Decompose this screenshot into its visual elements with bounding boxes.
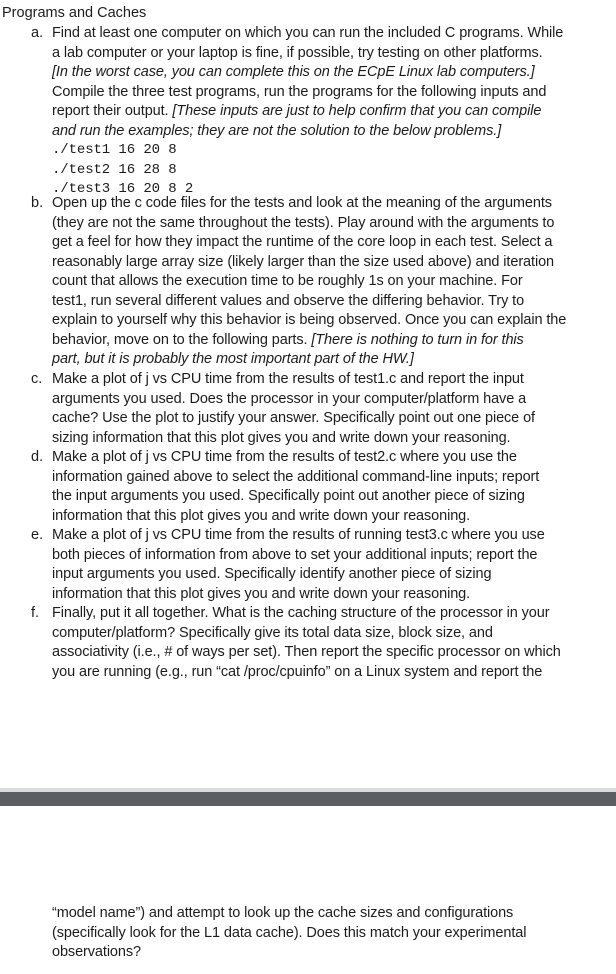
italic-note: [In the worst case, you can complete this on the ECpE Linux lab computers.] (52, 64, 535, 80)
italic-note: part, but it is probably the most important part of the HW.] (52, 351, 414, 367)
list-item-f-text (52, 604, 592, 682)
text-line: get a feel for how they impact the runtime of the core loop in each test. Select a (52, 234, 553, 250)
text-line: associativity (i.e., # of ways per set). Then report the specific processor on which (52, 644, 561, 660)
list-item-d-text (52, 448, 592, 526)
italic-note: [These inputs are just to help confirm that you can compile (172, 103, 542, 119)
text-line: Open up the c code files for the tests and look at the meaning of the arguments (52, 195, 552, 211)
text-line: Finally, put it all together. What is the caching structure of the processor in your (52, 605, 550, 621)
list-marker-a: a. (31, 25, 44, 41)
text-line: you are running (e.g., run “cat /proc/cpuinfo” on a Linux system and report the (52, 663, 543, 680)
text-line: Make a plot of j vs CPU time from the results of test1.c and report the input (52, 371, 524, 387)
italic-note: and run the examples; they are not the solution to the below problems.] (52, 122, 502, 139)
text-run: behavior, move on to the following parts. (52, 331, 312, 348)
text-line: cache? Use the plot to justify your answer. Specifically point out one piece of (52, 410, 535, 426)
list-item-e-text (52, 526, 592, 604)
text-line: both pieces of information from above to set your additional inputs; report the (52, 546, 538, 563)
text-line: the input arguments you used. Specifically point out another piece of sizing (52, 488, 525, 504)
text-line: “model name”) and attempt to look up the cache sizes and configurations (52, 905, 514, 921)
list-item-a-text (52, 24, 592, 200)
text-line: input arguments you used. Specifically identify another piece of sizing (52, 566, 492, 582)
text-run: report their output. (52, 103, 173, 119)
list-marker-c: c. (31, 371, 43, 387)
list-marker-d: d. (31, 449, 44, 465)
text-line: information that this plot gives you and write down your reasoning. (52, 585, 471, 602)
list-item-b-text (52, 194, 592, 370)
command-line-2: ./test2 16 28 8 (52, 161, 177, 178)
text-line: computer/platform? Specifically give its total data size, block size, and (52, 624, 493, 641)
command-line-1: ./test1 16 20 8 (52, 142, 177, 158)
text-line: Make a plot of j vs CPU time from the results of running test3.c where you use (52, 527, 545, 543)
text-line: arguments you used. Does the processor in your computer/platform have a (52, 390, 527, 407)
text-line: information that this plot gives you and write down your reasoning. (52, 507, 471, 524)
text-line: Compile the three test programs, run the programs for the following inputs and (52, 83, 547, 100)
text-line: explain to yourself why this behavior is being observed. Once you can explain the (52, 312, 567, 328)
page-break-divider (0, 792, 616, 806)
italic-note: [There is nothing to turn in for this (311, 331, 524, 348)
text-line: count that allows the execution time to be roughly 1s on your machine. For (52, 273, 523, 289)
continuation-text (52, 904, 592, 963)
list-marker-f: f. (31, 605, 40, 621)
command-line-3: ./test3 16 20 8 2 (52, 181, 194, 197)
text-line (52, 331, 592, 351)
text-line (52, 102, 592, 122)
text-line: observations? (52, 944, 141, 960)
text-line: Find at least one computer on which you can run the included C programs. While (52, 25, 564, 41)
list-marker-b: b. (31, 195, 44, 211)
text-line: information gained above to select the additional command-line inputs; report (52, 468, 540, 485)
text-line: (they are not the same throughout the tests). Play around with the arguments to (52, 214, 555, 231)
section-title: Programs and Caches (2, 5, 147, 21)
text-line: sizing information that this plot gives you and write down your reasoning. (52, 429, 511, 446)
text-line: Make a plot of j vs CPU time from the results of test2.c where you use the (52, 449, 517, 465)
text-line: test1, run several different values and observe the differing behavior. Try to (52, 292, 525, 309)
text-line: reasonably large array size (likely larger than the size used above) and iteration (52, 253, 554, 270)
list-marker-e: e. (31, 527, 44, 543)
text-line: a lab computer or your laptop is fine, if possible, try testing on other platforms. (52, 44, 543, 61)
list-item-c-text (52, 370, 592, 448)
text-line: (specifically look for the L1 data cache). Does this match your experimental (52, 924, 527, 941)
